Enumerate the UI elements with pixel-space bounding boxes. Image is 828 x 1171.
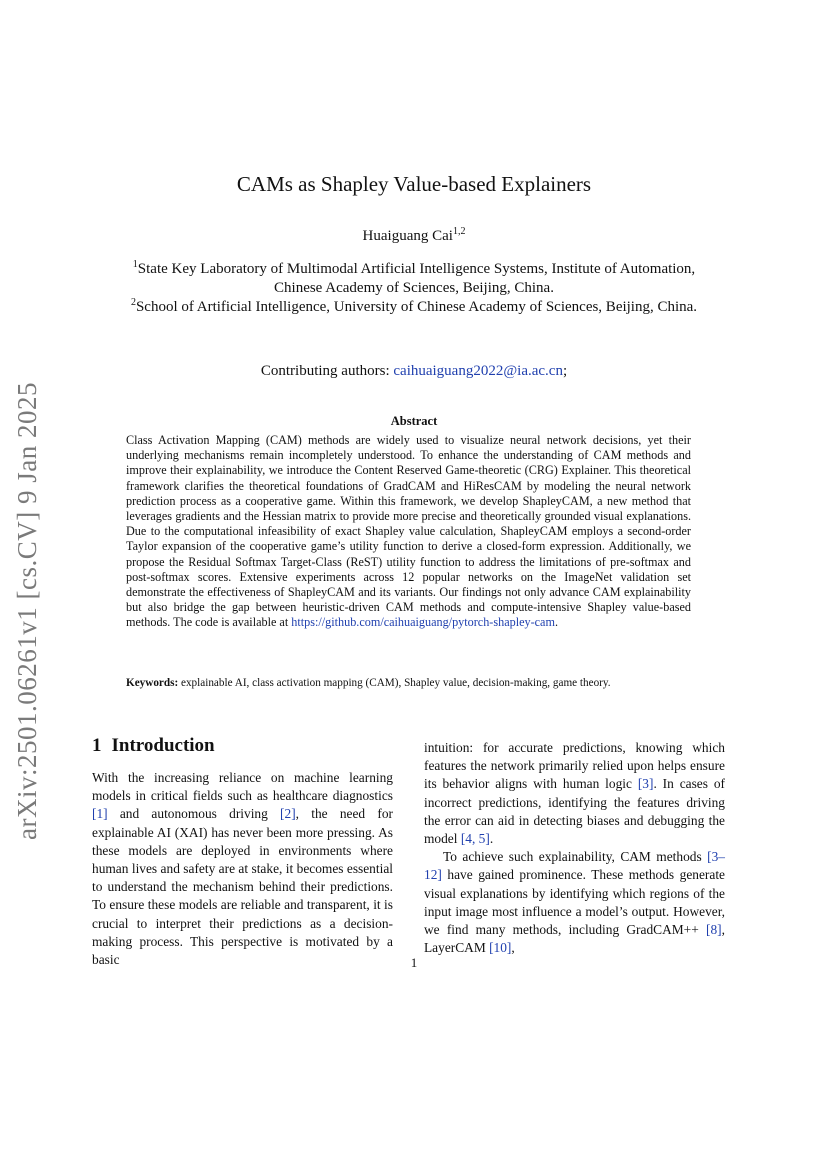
keywords-label: Keywords: xyxy=(126,677,179,689)
text-run: intuition: for accurate predictions, knowing which features the network primarily relied upon helps ensure its behavior aligns with human logic xyxy=(424,740,725,792)
contributing-authors xyxy=(0,363,828,380)
affil-2-text: School of Artificial Intelligence, University of Chinese Academy of Sciences, Beijing, China. xyxy=(135,299,698,315)
intro-paragraph-2 xyxy=(424,848,725,957)
citation-link[interactable]: [3–12] xyxy=(424,849,725,883)
page-number: 1 xyxy=(410,955,418,970)
affiliation-1 xyxy=(118,255,710,298)
section-title: Introduction xyxy=(111,735,215,756)
contrib-label: Contributing authors: xyxy=(260,363,394,379)
citation-link[interactable]: [8] xyxy=(706,922,722,938)
intro-right-column xyxy=(424,739,725,957)
paper-title: CAMs as Shapley Value-based Explainers xyxy=(236,172,592,196)
contrib-suffix: ; xyxy=(562,363,568,379)
affil-1-text: State Key Laboratory of Multimodal Artificial Intelligence Systems, Institute of Automation, Chinese Academy of Sciences, Beijing, China. xyxy=(137,261,696,296)
intro-paragraph-1 xyxy=(92,769,393,969)
affil-2-marker: 2 xyxy=(130,297,136,308)
citation-link[interactable]: [4, 5] xyxy=(460,831,490,847)
text-run: To achieve such explainability, CAM methods xyxy=(443,849,708,865)
citation-link[interactable]: [3] xyxy=(637,776,654,792)
text-run: , xyxy=(511,940,515,956)
text-run: have gained prominence. These methods generate visual explanations by identifying which regions of the input image most influence a model’s output. However, we find many methods, including GradCAM++ xyxy=(424,867,725,938)
author-affil-marker: 1,2 xyxy=(452,226,466,237)
abstract-end: . xyxy=(554,615,558,630)
text-run: , the need for explainable AI (XAI) has never been more pressing. As these models are deployed in environments where human lives and safety are at stake, it becomes essential to understand the mechanism behind their predictions. To ensure these models are reliable and transparent, it is crucial to interpret their predictions as a decision-making process. This perspective is motivated by a basic xyxy=(92,806,393,968)
intro-left-column xyxy=(92,769,393,969)
abstract-text: Class Activation Mapping (CAM) methods are widely used to visualize neural network decisions, yet their underlying mechanisms remain incompletely understood. To enhance the understanding of CAM methods and improve their explainability, we introduce the Content Reserved Game-theoretic (CRG) Explainer. This theoretical framework clarifies the theoretical foundations of GradCAM and HiResCAM by modeling the neural network prediction process as a cooperative game. Within this framework, we develop ShapleyCAM, a new method that leverages gradients and the Hessian matrix to provide more precise and theoretically grounded visual explanations. Due to the computational infeasibility of exact Shapley value calculation, ShapleyCAM employs a second-order Taylor expansion of the cooperative game’s utility function to derive a closed-form expression. Additionally, we propose the Residual Softmax Target-Class (ReST) utility function to address the limitations of pre-softmax and post-softmax scores. Extensive experiments across 12 popular networks on the ImageNet validation set demonstrate the effectiveness of ShapleyCAM and its variants. Our findings not only advance CAM explainability but also bridge the gap between heuristic-driven CAM methods and compute-intensive Shapley value-based methods. The code is available at xyxy=(126,433,691,630)
abstract-heading: Abstract xyxy=(390,414,438,428)
author-name: Huaiguang Cai xyxy=(362,228,453,244)
text-run: and autonomous driving xyxy=(107,806,281,822)
intro-paragraph-1-cont xyxy=(424,739,725,848)
author-line xyxy=(0,226,828,245)
abstract-body xyxy=(126,433,691,631)
arxiv-identifier: arXiv:2501.06261v1 [cs.CV] 9 Jan 2025 xyxy=(12,382,42,840)
text-run: With the increasing reliance on machine learning models in critical fields such as healthcare diagnostics xyxy=(92,770,393,804)
section-number: 1 xyxy=(92,735,102,756)
text-run: , LayerCAM xyxy=(424,922,725,956)
section-heading-introduction xyxy=(92,735,215,757)
affiliation-2 xyxy=(118,293,710,317)
citation-link[interactable]: [1] xyxy=(92,806,108,822)
code-repo-link[interactable]: https://github.com/caihuaiguang/pytorch-shapley-cam xyxy=(291,615,555,630)
text-run: . In cases of incorrect predictions, identifying the features driving the error can aid in detecting biases and debugging the model xyxy=(424,776,725,847)
citation-link[interactable]: [2] xyxy=(280,806,296,822)
author-email-link[interactable]: caihuaiguang2022@ia.ac.cn xyxy=(393,363,563,379)
text-run: . xyxy=(489,831,494,847)
affil-1-marker: 1 xyxy=(132,259,138,270)
keywords-text: explainable AI, class activation mapping (CAM), Shapley value, decision-making, game theory. xyxy=(178,677,611,689)
citation-link[interactable]: [10] xyxy=(489,940,512,956)
keywords xyxy=(126,677,706,689)
